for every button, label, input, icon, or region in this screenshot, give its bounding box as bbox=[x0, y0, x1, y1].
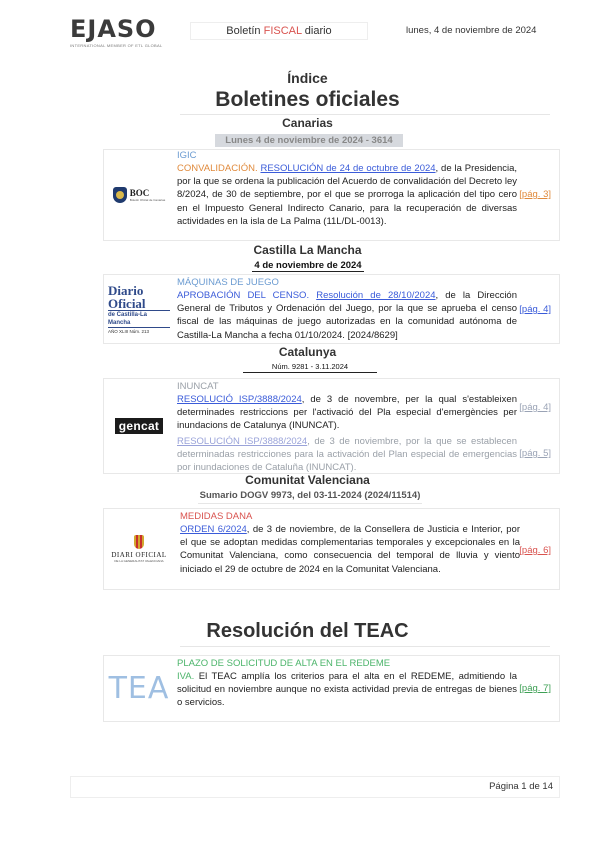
page-ref-teac bbox=[519, 683, 551, 694]
logo-tagline: INTERNATIONAL MEMBER OF ETL GLOBAL bbox=[70, 43, 163, 48]
entry-clm-text bbox=[177, 277, 517, 342]
boc-crest-icon bbox=[113, 187, 127, 203]
gencat-logo bbox=[104, 379, 174, 473]
dogv-crest-icon bbox=[134, 535, 144, 549]
region-heading-catalunya: Catalunya bbox=[278, 345, 337, 359]
canarias-bulletin-date: Lunes 4 de noviembre de 2024 - 3614 bbox=[215, 134, 403, 147]
entry-body-ca: , de 3 de novembre, per la qual s'estableixen determinades restriccions per l'activació del Pla especial d'emergències per inundacions de Catalunya (INUNCAT). bbox=[177, 394, 517, 432]
entry-lead: CONVALIDACIÓN. bbox=[177, 163, 258, 174]
entry-body-es: , de 3 de noviembre, por la que se establecen determinadas restricciones para la activación del Plan especial de emergencias por inundaciones de Cataluña (INUNCAT). bbox=[177, 435, 517, 474]
page-link[interactable]: [pág. 3] bbox=[519, 189, 551, 200]
dogv-logo-title: DIARI OFICIAL bbox=[111, 551, 167, 559]
header-date: lunes, 4 de noviembre de 2024 bbox=[406, 25, 537, 36]
title-divider bbox=[180, 114, 550, 115]
entry-catalunya-text bbox=[177, 381, 517, 474]
resolucion-link[interactable]: RESOLUCIÓN ISP/3888/2024 bbox=[177, 435, 308, 447]
page-link[interactable]: [pág. 4] bbox=[519, 402, 551, 413]
boc-logo-text: BOC bbox=[129, 188, 150, 198]
entry-body: , de la Dirección General de Tributos y Ordenación del Juego, por la que se aprueba el censo fiscal de las máquinas de juego autorizadas en la comunidad autónoma de Castilla-La Mancha a fecha 01/10/2024. [2024/8629] bbox=[177, 290, 517, 341]
entry-canarias-text bbox=[177, 150, 517, 228]
entry-catalunya bbox=[103, 378, 560, 474]
orden-link[interactable]: ORDEN 6/2024 bbox=[180, 524, 247, 535]
resolucio-link[interactable]: RESOLUCIÓ ISP/3888/2024 bbox=[177, 394, 302, 405]
page-link[interactable]: [pág. 7] bbox=[519, 683, 551, 694]
clm-bulletin-date: 4 de noviembre de 2024 bbox=[252, 260, 364, 272]
dclm-logo-region: de Castilla-La Mancha bbox=[108, 310, 170, 328]
gencat-logo-text: gencat bbox=[115, 418, 163, 434]
dclm-logo-title: Diario Oficial bbox=[108, 282, 146, 311]
entry-valenciana bbox=[103, 508, 560, 590]
region-heading-valenciana: Comunitat Valenciana bbox=[245, 473, 370, 487]
region-heading-canarias: Canarias bbox=[282, 116, 333, 130]
entry-teac-text bbox=[177, 658, 517, 710]
entry-body: , de 3 de noviembre, de la Consellera de Justicia e Interior, por el que se adoptan medidas complementarias temporales y excepcionales en la Comunitat Valenciana, como consecuencia del temporal de lluvia y viento iniciado el 29 de octubre de 2024 en la Comunitat Valenciana. bbox=[180, 524, 520, 575]
page-link[interactable]: [pág. 5] bbox=[519, 448, 551, 459]
dogv-logo-subtitle: DE LA GENERALITAT VALENCIANA bbox=[114, 559, 164, 563]
boc-logo-subtext: Boletín Oficial de Canarias bbox=[129, 198, 166, 202]
newsletter-title-box bbox=[190, 22, 368, 40]
newsletter-title-post: diario bbox=[301, 25, 332, 37]
entry-body: El TEAC amplía los criterios para el alta en el REDEME, admitiendo la solicitud en noviembre aunque no exista actividad previa de entregas de bienes o servicios. bbox=[177, 671, 517, 709]
page-ref-cat-2 bbox=[519, 448, 551, 459]
boc-logo bbox=[104, 150, 174, 240]
index-title: Índice bbox=[287, 70, 328, 86]
teac-title: Resolución del TEAC bbox=[206, 620, 409, 642]
tea-logo-text: TEA bbox=[108, 670, 170, 706]
entry-category: MÁQUINAS DE JUEGO bbox=[177, 277, 279, 288]
page-ref-clm bbox=[519, 304, 551, 315]
teac-divider bbox=[180, 646, 550, 647]
tea-logo bbox=[104, 656, 174, 721]
entry-lead: IVA. bbox=[177, 671, 195, 682]
region-heading-clm: Castilla La Mancha bbox=[253, 243, 362, 257]
logo-wordmark: EJASO bbox=[70, 15, 157, 43]
entry-canarias bbox=[103, 149, 560, 241]
page-link[interactable]: [pág. 6] bbox=[519, 545, 551, 556]
page-footer bbox=[70, 776, 560, 798]
entry-valenciana-text bbox=[180, 511, 520, 576]
ejaso-logo bbox=[70, 16, 180, 48]
entry-clm bbox=[103, 274, 560, 344]
entry-category: INUNCAT bbox=[177, 381, 219, 392]
newsletter-title-pre: Boletín bbox=[226, 25, 264, 37]
boletines-title: Boletines oficiales bbox=[215, 88, 400, 111]
dclm-logo-issue: AÑO XLIII Núm. 213 bbox=[108, 328, 150, 334]
cat-bulletin-number: Núm. 9281 - 3.11.2024 bbox=[243, 361, 377, 373]
entry-category: MEDIDAS DANA bbox=[180, 511, 253, 522]
entry-body: , de la Presidencia, por la que se ordena la publicación del Acuerdo de convalidación del Decreto ley 8/2024, de 30 de septiembre, por el que se prorroga la aplicación del tipo cero en el Impuesto General Indirecto Canario, para la recuperación de diversas actividades en la isla de La Palma (11L/DL-0013). bbox=[177, 163, 518, 227]
entry-category: PLAZO DE SOLICITUD DE ALTA EN EL REDEME bbox=[177, 658, 391, 669]
entry-category: IGIC bbox=[177, 150, 197, 161]
newsletter-title-accent: FISCAL bbox=[263, 25, 302, 37]
resolution-link[interactable]: Resolución de 28/10/2024 bbox=[316, 290, 436, 301]
page-ref-cat-1 bbox=[519, 402, 551, 413]
page-number: Página 1 de 14 bbox=[489, 781, 553, 792]
entry-lead: APROBACIÓN DEL CENSO. bbox=[177, 290, 310, 301]
page-ref-cv bbox=[519, 545, 551, 556]
dclm-logo bbox=[104, 275, 174, 343]
page-ref-canarias bbox=[519, 189, 551, 200]
dogv-logo bbox=[104, 509, 174, 589]
page-link[interactable]: [pág. 4] bbox=[519, 304, 551, 315]
resolution-link[interactable]: RESOLUCIÓN de 24 de octubre de 2024 bbox=[260, 163, 436, 174]
entry-teac bbox=[103, 655, 560, 722]
cv-bulletin-summary: Sumario DOGV 9973, del 03-11-2024 (2024/11514) bbox=[198, 490, 422, 504]
